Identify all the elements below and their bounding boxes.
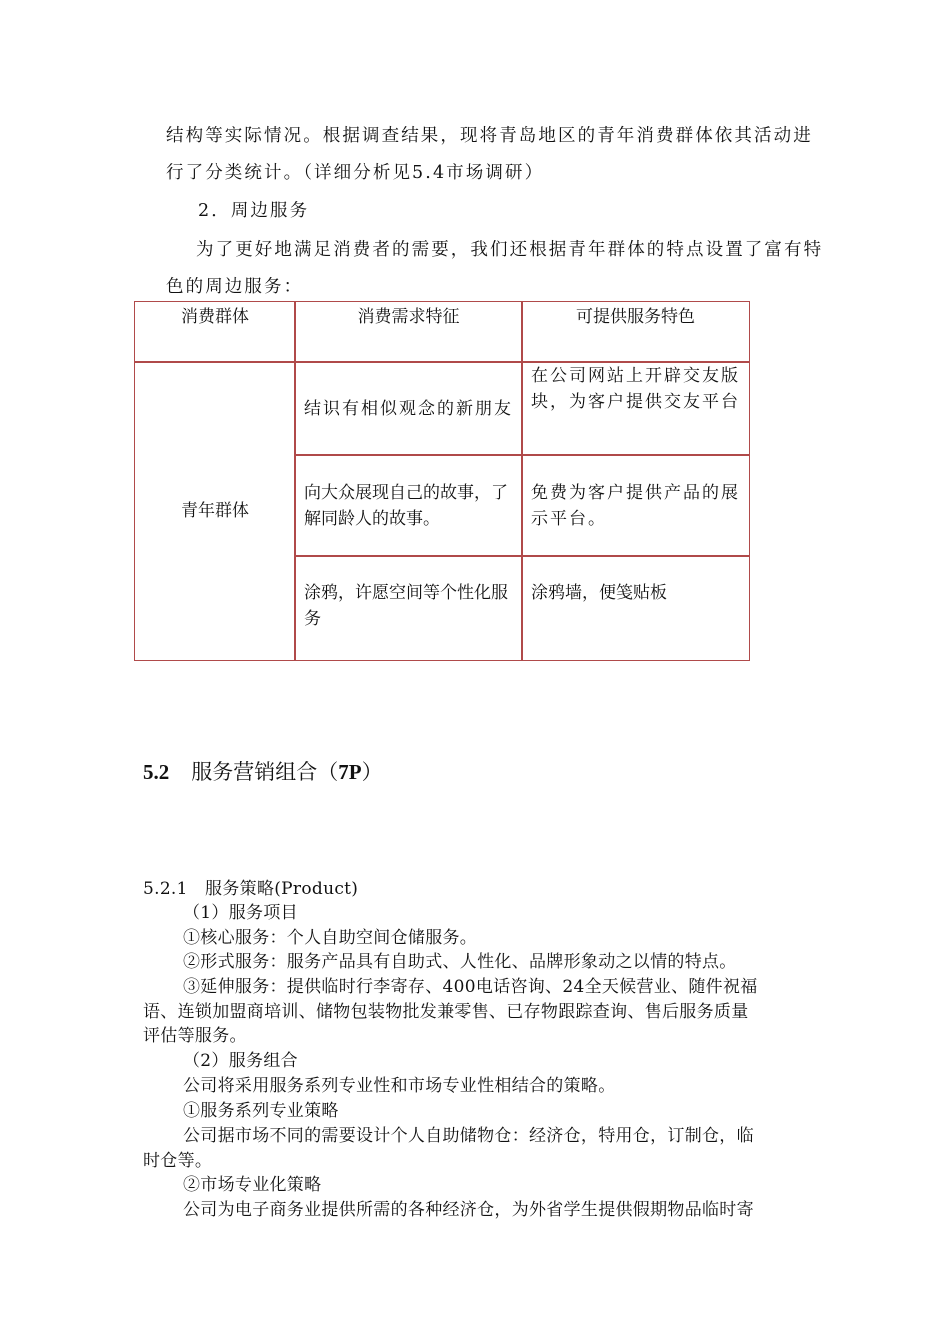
- body-line-13: 公司为电子商务业提供所需的各种经济仓，为外省学生提供假期物品临时寄: [183, 1200, 754, 1220]
- table-row-2-service: 免费为客户提供产品的展示平台。: [521, 454, 750, 557]
- body-line-7: （2）服务组合: [183, 1051, 298, 1071]
- table-header-service: 可提供服务特色: [521, 301, 750, 363]
- body-line-3: ②形式服务：服务产品具有自助式、人性化、品牌形象动之以情的特点。: [183, 952, 737, 972]
- body-line-10: 公司据市场不同的需要设计个人自助储物仓：经济仓，特用仓，订制仓，临: [183, 1126, 754, 1146]
- body-line-4: ③延伸服务：提供临时行李寄存、400电话咨询、24全天候营业、随件祝福: [183, 977, 758, 997]
- section-5-2-1-title: 5.2.1 服务策略(Product): [143, 879, 359, 899]
- section-title-bold: 7P: [338, 760, 362, 784]
- table-row-3-need: 涂鸦，许愿空间等个性化服务: [294, 555, 523, 661]
- section-5-2-heading: [143, 756, 383, 786]
- body-line-1: （1）服务项目: [183, 903, 298, 923]
- body-line-6: 评估等服务。: [143, 1026, 247, 1046]
- section-2-title: 2．周边服务: [198, 201, 310, 221]
- table-header-need: 消费需求特征: [294, 301, 523, 363]
- paragraph-line-2: 色的周边服务：: [166, 277, 304, 297]
- section-title-post: ）: [361, 760, 383, 784]
- body-line-9: ①服务系列专业策略: [183, 1101, 339, 1121]
- body-line-8: 公司将采用服务系列专业性和市场专业性相结合的策略。: [183, 1076, 616, 1096]
- body-line-5: 语、连锁加盟商培训、储物包装物批发兼零售、已存物跟踪查询、售后服务质量: [143, 1002, 749, 1022]
- section-title-pre: 服务营销组合（: [191, 760, 339, 784]
- intro-line-1: 结构等实际情况。根据调查结果，现将青岛地区的青年消费群体依其活动进: [166, 126, 813, 146]
- body-line-12: ②市场专业化策略: [183, 1175, 322, 1195]
- paragraph-line-1: 为了更好地满足消费者的需要，我们还根据青年群体的特点设置了富有特: [196, 240, 824, 260]
- service-table: [134, 301, 750, 661]
- section-number: 5.2: [143, 760, 170, 784]
- table-row-1-service: 在公司网站上开辟交友版块，为客户提供交友平台: [521, 361, 750, 456]
- table-header-group: 消费群体: [134, 301, 296, 363]
- body-line-2: ①核心服务：个人自助空间仓储服务。: [183, 928, 478, 948]
- table-row-2-need: 向大众展现自己的故事，了解同龄人的故事。: [294, 454, 523, 557]
- table-row-3-service: 涂鸦墙，便笺贴板: [521, 555, 750, 661]
- body-line-11: 时仓等。: [143, 1151, 213, 1171]
- intro-line-2: 行了分类统计。（详细分析见5.4市场调研）: [166, 163, 545, 183]
- table-row-1-need: 结识有相似观念的新朋友: [294, 361, 523, 456]
- table-group-cell: 青年群体: [134, 361, 296, 661]
